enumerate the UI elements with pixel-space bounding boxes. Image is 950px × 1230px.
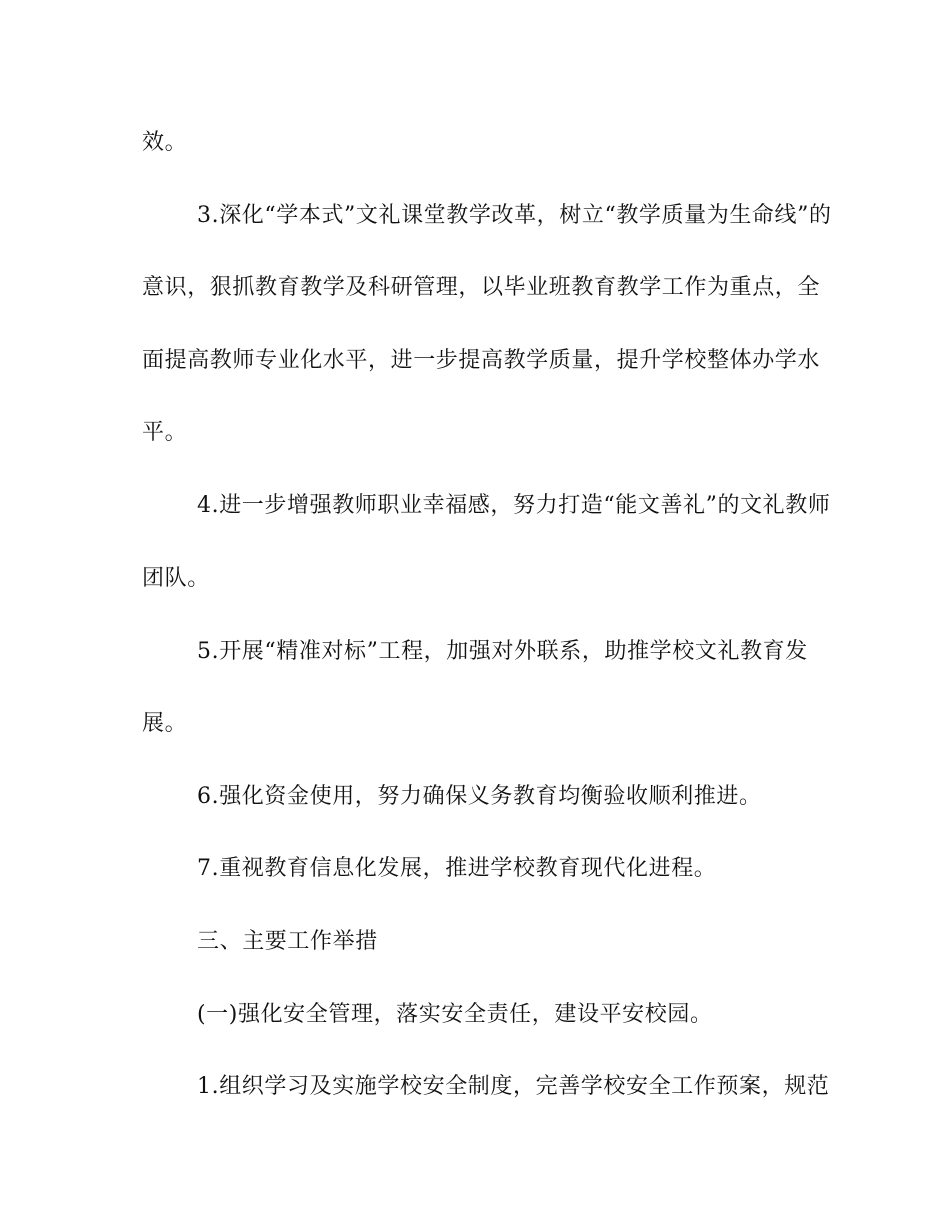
subsection-heading: (一)强化安全管理，落实安全责任，建设平安校园。 bbox=[197, 1002, 713, 1027]
paragraph-line: 6.强化资金使用，努力确保义务教育均衡验收顺利推进。 bbox=[197, 784, 762, 809]
paragraph-line: 平。 bbox=[142, 420, 188, 445]
paragraph-line: 4.进一步增强教师职业幸福感，努力打造“能文善礼”的文礼教师 bbox=[197, 493, 831, 518]
paragraph-line: 5.开展“精准对标”工程，加强对外联系，助推学校文礼教育发 bbox=[197, 639, 808, 664]
paragraph-line: 展。 bbox=[142, 711, 188, 736]
paragraph-line: 1.组织学习及实施学校安全制度，完善学校安全工作预案，规范 bbox=[197, 1074, 830, 1099]
paragraph-line: 团队。 bbox=[142, 566, 210, 591]
section-heading: 三、主要工作举措 bbox=[197, 929, 378, 954]
paragraph-line: 意识，狠抓教育教学及科研管理，以毕业班教育教学工作为重点，全 bbox=[142, 275, 821, 300]
paragraph-line: 效。 bbox=[142, 130, 188, 155]
paragraph-line: 面提高教师专业化水平，进一步提高教学质量，提升学校整体办学水 bbox=[142, 348, 821, 373]
paragraph-line: 7.重视教育信息化发展，推进学校教育现代化进程。 bbox=[197, 856, 717, 881]
paragraph-line: 3.深化“学本式”文礼课堂教学改革，树立“教学质量为生命线”的 bbox=[197, 203, 832, 228]
